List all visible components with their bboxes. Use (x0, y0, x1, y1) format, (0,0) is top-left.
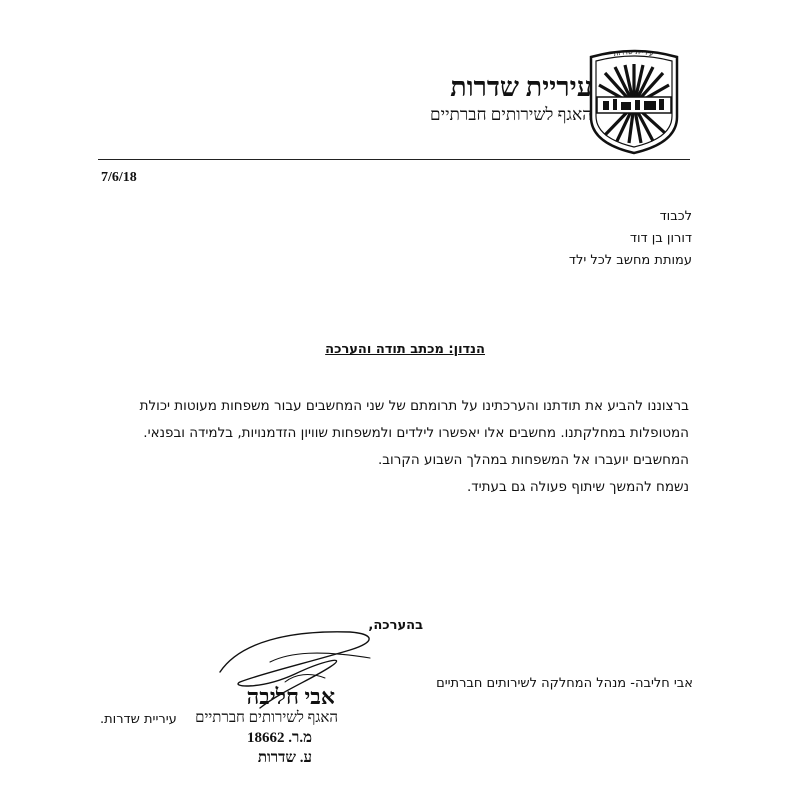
body-line: נשמח להמשך שיתוף פעולה גם בעתיד. (466, 479, 689, 495)
letter-body (89, 393, 689, 501)
recipient-name: דורון בן דוד (629, 231, 692, 246)
recipient-salutation: לכבוד (659, 209, 692, 224)
organization-name: עיריית שדרות (450, 72, 592, 102)
sderot-municipality-emblem-icon (583, 43, 685, 155)
logo-text: עיריית שדרות (612, 47, 654, 59)
letter-closing: בהערכה, (368, 618, 423, 633)
department-name: האגף לשירותים חברתיים (430, 105, 592, 124)
stamp-department: האגף לשירותים חברתיים (195, 710, 338, 726)
letter-date: 7/6/18 (101, 170, 137, 185)
body-line: המחשבים יועברו אל המשפחות במהלך השבוע הקרוב. (377, 452, 689, 468)
signer-title: אבי חליבה- מנהל המחלקה לשירותים חברתיים (436, 676, 693, 691)
signer-city: עיריית שדרות. (100, 712, 177, 727)
handwritten-signature (200, 612, 400, 722)
letter-subject: הנדון: מכתב תודה והערכה (325, 342, 485, 357)
body-line: ברצוננו להביע את תודתנו והערכתינו על תרומתם של שני המחשבים עבור משפחות מעוטות יכולת (139, 398, 689, 414)
stamp-city: ע. שדרות (257, 750, 312, 766)
body-line: המטופלות במחלקתנו. מחשבים אלו יאפשרו לילדים ולמשפחות שוויון הזדמנויות, בלמידה ובפנאי. (143, 425, 689, 441)
stamp-name: אבי חליבה (246, 684, 335, 709)
stamp-id: מ.ר. 18662 (246, 730, 312, 746)
recipient-block (569, 206, 692, 272)
header-divider (98, 159, 690, 160)
recipient-organization: עמותת מחשב לכל ילד (568, 253, 692, 268)
